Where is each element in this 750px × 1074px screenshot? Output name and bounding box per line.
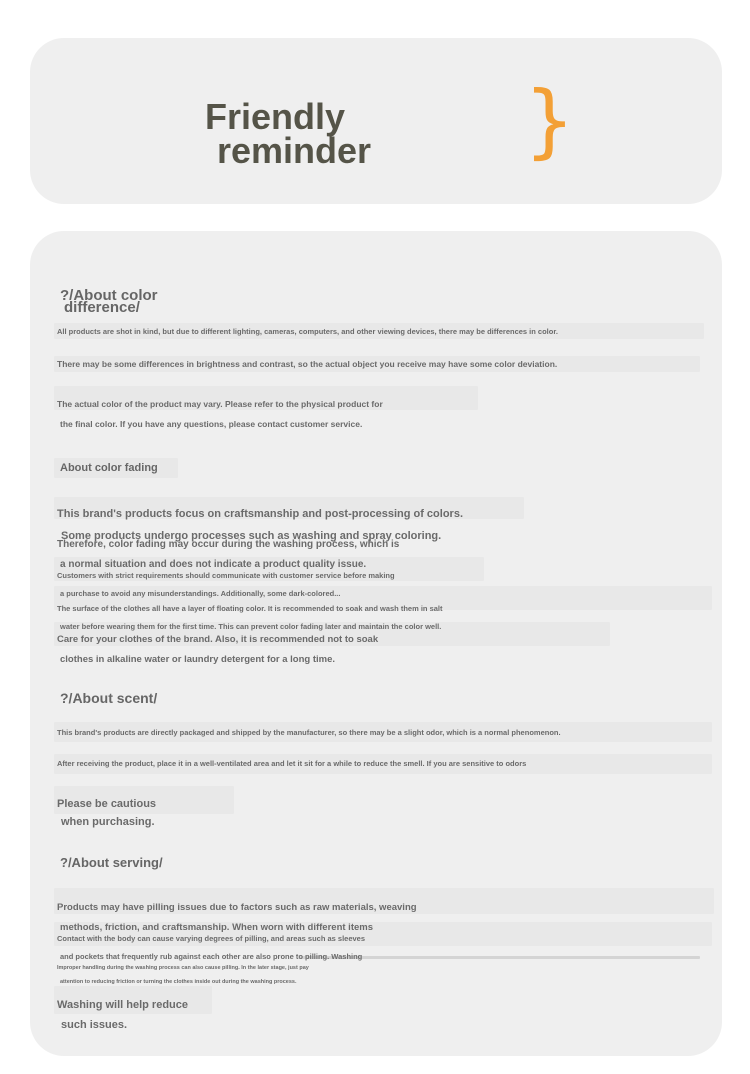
paragraph [57,562,395,598]
paragraph-line: The actual color of the product may vary. Please refer to the physical product for [57,399,383,409]
heading-line: ?/About color [60,287,158,304]
title-line-2: reminder [217,130,372,171]
paragraph-line: water before wearing them for the first time. This can prevent color fading later and maintain the color well. [60,622,442,631]
paragraph-line: Products may have pilling issues due to factors such as raw materials, weaving [57,902,417,913]
paragraph [57,625,378,665]
paragraph [57,791,156,827]
paragraph: All products are shot in kind, but due to different lighting, cameras, computers, and other viewing devices, there may be differences in color. [57,327,558,336]
paragraph-line: and pockets that frequently rub against each other are also prone to pilling. Washing [60,952,363,961]
section-heading-color-fading: About color fading [60,462,158,474]
paragraph: After receiving the product, place it in a well-ventilated area and let it sit for a while to reduce the smell. If you are sensitive to odors [57,759,527,768]
paragraph-line: Care for your clothes of the brand. Also, it is recommended not to soak [57,634,379,645]
paragraph-line: clothes in alkaline water or laundry detergent for a long time. [60,654,336,665]
paragraph-line: Please be cautious [57,798,157,810]
paragraph [57,990,188,1030]
paragraph-line: The surface of the clothes all have a layer of floating color. It is recommended to soak and wash them in salt [57,604,443,613]
paragraph-line: methods, friction, and craftsmanship. When worn with different items [60,922,373,933]
section-heading-serving: ?/About serving/ [60,855,163,870]
page-title [205,96,372,171]
paragraph [57,389,383,429]
paragraph: There may be some differences in brightness and contrast, so the actual object you receive may have some color deviation. [57,359,558,369]
section-heading-color-difference [60,287,158,316]
title-line-1: Friendly [205,96,346,137]
paragraph-line: the final color. If you have any questions, please contact customer service. [60,419,363,429]
paragraph-line: attention to reducing friction or turning the clothes inside out during the washing process. [60,979,297,985]
header-card [30,38,722,204]
paragraph-line: a purchase to avoid any misunderstandings. Additionally, some dark-colored... [60,589,341,598]
section-heading-scent: ?/About scent/ [60,690,158,706]
paragraph-line: Therefore, color fading may occur during the washing process, which is [57,539,400,550]
paragraph: This brand's products are directly packaged and shipped by the manufacturer, so there may be a slight odor, which is a normal phenomenon. [57,728,561,737]
paragraph-line: Washing will help reduce [57,999,189,1011]
paragraph [57,925,365,961]
paragraph-line: Contact with the body can cause varying degrees of pilling, and areas such as sleeves [57,934,366,943]
paragraph-line: Some products undergo processes such as washing and spray coloring. [61,530,442,542]
paragraph [57,958,309,986]
paragraph-line: when purchasing. [61,816,155,828]
decorative-brace-icon: } [524,74,575,167]
heading-line: difference/ [64,299,140,316]
paragraph-line: a normal situation and does not indicate a product quality issue. [60,559,367,570]
paragraph-line: Customers with strict requirements should communicate with customer service before making [57,571,395,580]
paragraph-line: such issues. [61,1019,128,1031]
paragraph-line: Improper handling during the washing process can also cause pilling. In the later stage, just pay [57,965,309,971]
paragraph-line: This brand's products focus on craftsmanship and post-processing of colors. [57,508,464,520]
